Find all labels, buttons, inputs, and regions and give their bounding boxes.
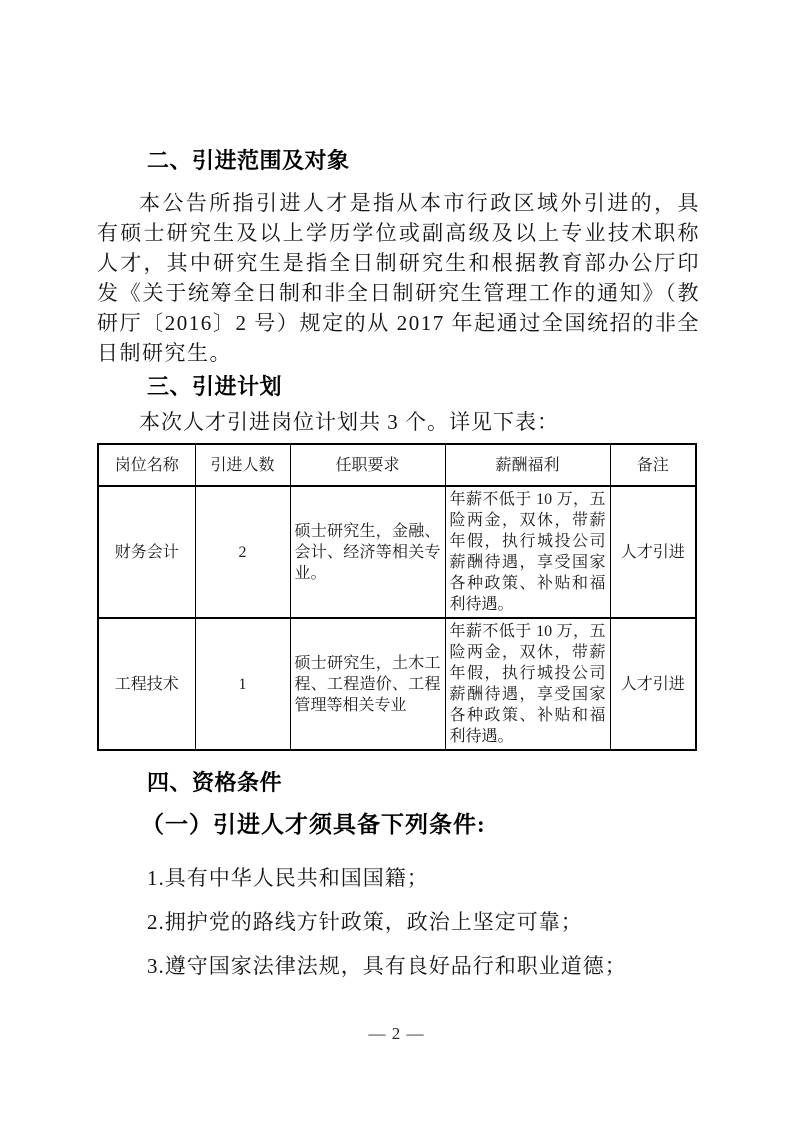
- section-2-heading: 二、引进范围及对象: [147, 148, 350, 173]
- table-row: [98, 486, 696, 618]
- section-4-heading: 四、资格条件: [147, 770, 283, 795]
- post-name-cell: 财务会计: [98, 486, 195, 618]
- recruitment-plan-table: [97, 443, 697, 751]
- header-remarks: 备注: [610, 444, 696, 486]
- header-job-requirements: 任职要求: [290, 444, 445, 486]
- page-number: — 2 —: [368, 1024, 425, 1043]
- remarks-cell: 人才引进: [610, 618, 696, 750]
- remarks-cell: 人才引进: [610, 486, 696, 618]
- header-salary-benefits: 薪酬福利: [445, 444, 610, 486]
- table-row: [98, 618, 696, 750]
- post-name-cell: 工程技术: [98, 618, 195, 750]
- section-4-sub1-heading: （一）引进人才须具备下列条件:: [141, 812, 486, 837]
- job-requirements-cell: 硕士研究生，金融、会计、经济等相关专业。: [290, 486, 445, 618]
- intake-count-cell: 1: [195, 618, 290, 750]
- header-post-name: 岗位名称: [98, 444, 195, 486]
- section-3-heading: 三、引进计划: [147, 374, 283, 399]
- section-2-paragraph: 本公告所指引进人才是指从本市行政区域外引进的，具有硕士研究生及以上学历学位或副高级及以上专业技术职称人才，其中研究生是指全日制研究生和根据教育部办公厅印发《关于统筹全日制和非全日制研究生管理工作的通知》（教研厅〔2016〕2 号）规定的从 2017 年起通过全国统招的非全日制研究生。: [97, 191, 700, 365]
- header-intake-count: 引进人数: [195, 444, 290, 486]
- condition-item-3: 3.遵守国家法律法规，具有良好品行和职业道德；: [147, 954, 627, 978]
- salary-benefits-cell: 年薪不低于 10 万，五险两金，双休，带薪年假，执行城投公司薪酬待遇，享受国家各种政策、补贴和福利待遇。: [445, 618, 610, 750]
- condition-item-1: 1.具有中华人民共和国国籍；: [147, 866, 429, 890]
- condition-item-2: 2.拥护党的路线方针政策，政治上坚定可靠；: [147, 910, 583, 934]
- intake-count-cell: 2: [195, 486, 290, 618]
- document-content: [97, 147, 700, 981]
- section-3-intro-line: 本次人才引进岗位计划共 3 个。详见下表：: [139, 410, 559, 434]
- salary-benefits-cell: 年薪不低于 10 万，五险两金，双休，带薪年假，执行城投公司薪酬待遇，享受国家各种政策、补贴和福利待遇。: [445, 486, 610, 618]
- table-header-row: [98, 444, 696, 486]
- job-requirements-cell: 硕士研究生，土木工程、工程造价、工程管理等相关专业: [290, 618, 445, 750]
